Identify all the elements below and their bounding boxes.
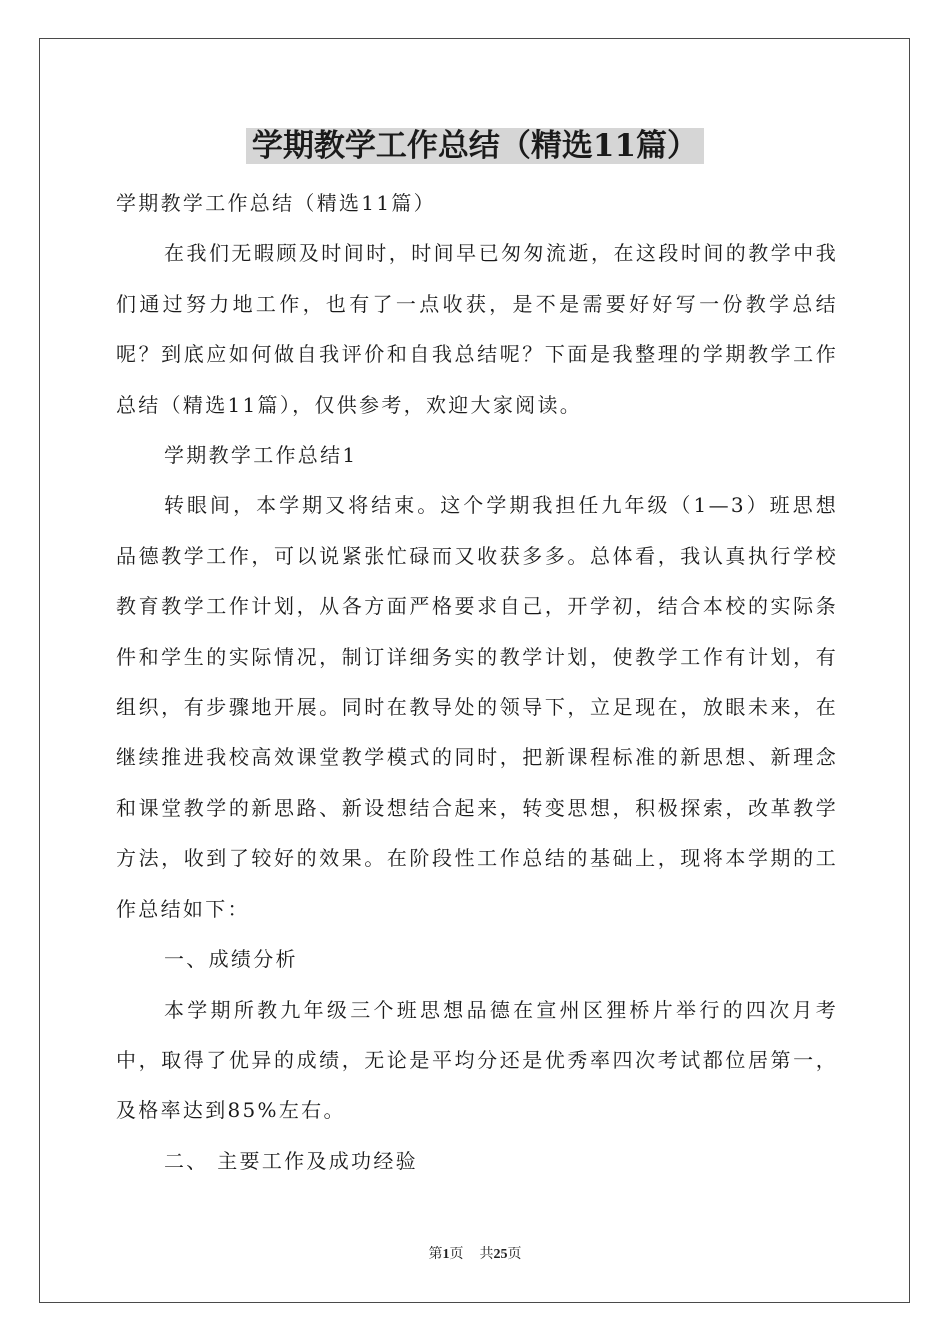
subheading-main-work: 二、 主要工作及成功经验 (164, 1148, 418, 1173)
section-heading-1: 学期教学工作总结1 (164, 443, 358, 468)
achievement-paragraph: 本学期所教九年级三个班思想品德在宣州区狸桥片举行的四次月考中，取得了优异的成绩，无论是平均分还是优秀率四次考试都位居第一，及格率达到85%左右。 (116, 997, 838, 1123)
page-number: 第1页 (428, 1247, 464, 1262)
section-1-paragraph: 转眼间，本学期又将结束。这个学期我担任九年级（1—3）班思想品德教学工作，可以说紧张忙碌而又收获多多。总体看，我认真执行学校教育教学工作计划，从各方面严格要求自己，开学初，结合本校的实际条件和学生的实际情况，制订详细务实的教学计划，使教学工作有计划，有组织，有步骤地开展。同时在教导处的领导下，立足现在，放眼未来，在继续推进我校高效课堂教学模式的同时，把新课程标准的新思想、新理念和课堂教学的新思路、新设想结合起来，转变思想，积极探索，改革教学方法，收到了较好的效果。在阶段性工作总结的基础上，现将本学期的工作总结如下： (116, 493, 838, 921)
subheading-achievement-analysis: 一、成绩分析 (164, 947, 298, 972)
document-title (0, 126, 950, 166)
intro-paragraph: 在我们无暇顾及时间时，时间早已匆匆流逝，在这段时间的教学中我们通过努力地工作，也有了一点收获，是不是需要好好写一份教学总结呢？到底应如何做自我评价和自我总结呢？下面是我整理的学期教学工作总结（精选11篇），仅供参考，欢迎大家阅读。 (116, 241, 838, 417)
page-total: 共25页 (479, 1247, 522, 1262)
body-subtitle: 学期教学工作总结（精选11篇） (116, 191, 436, 215)
document-title-text: 学期教学工作总结（精选11篇） (246, 128, 704, 164)
document-body (116, 178, 838, 1186)
page-footer (0, 1246, 950, 1264)
